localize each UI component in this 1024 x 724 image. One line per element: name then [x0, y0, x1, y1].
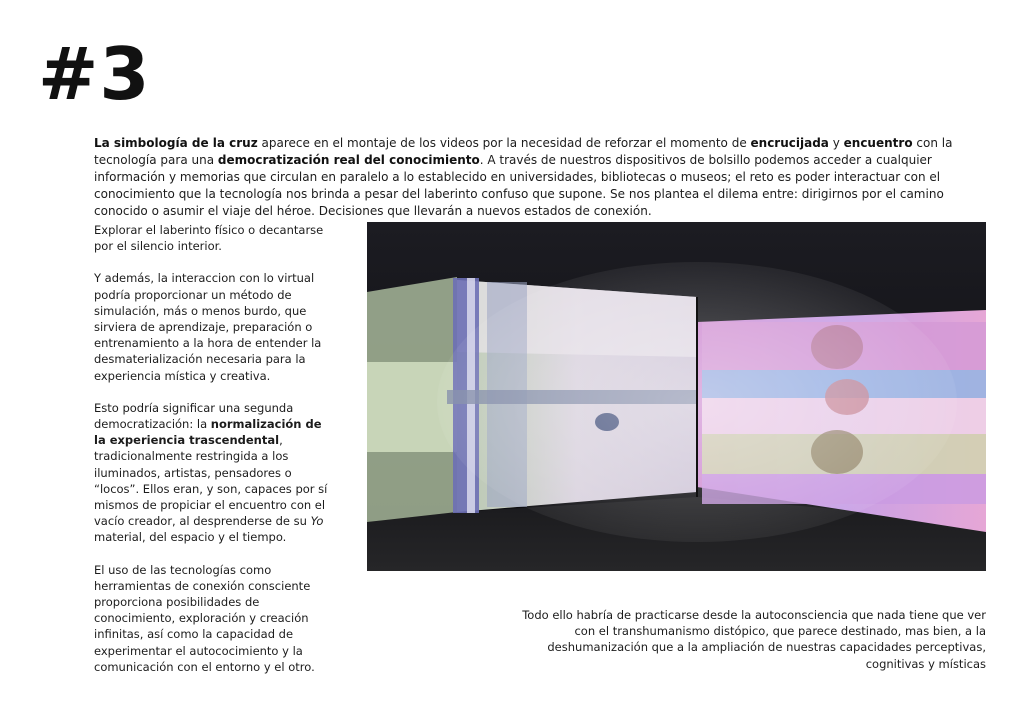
left-p3-italic: Yo — [310, 514, 324, 529]
installation-photo — [367, 222, 986, 571]
intro-text-2: y — [828, 136, 844, 150]
left-paragraph-2: Y además, la interaccion con lo virtual podría proporcionar un método de simulación, más o menos burdo, que sirviera de aprendizaje, preparación o entrenamiento a la hora de entender la desmaterialización necesaria para la experiencia mística y creativa. — [94, 271, 322, 383]
section-number: #3 — [38, 32, 151, 116]
left-paragraph-4: El uso de las tecnologías como herramientas de conexión consciente proporciona posibilidades de conocimiento, exploración y creación infinitas, así como la capacidad de experimentar el autococimiento y la comunicación con el entorno y el otro. — [94, 562, 315, 674]
left-p3-text-a: Esto podría significar una segunda democratización: la — [94, 400, 294, 432]
intro-text-3: con la tecnología para una — [94, 136, 953, 167]
caption: Todo ello habría de practicarse desde la autoconsciencia que nada tiene que ver con el transhumanismo distópico, que parece destinado, mas bien, a la deshumanización que a la ampliación de nuestras capacidades perceptivas, cognitivas y místicas — [522, 608, 986, 671]
intro-bold-1: La simbología de la cruz — [94, 136, 258, 150]
left-paragraph-3 — [94, 400, 334, 546]
intro-bold-3: encuentro — [843, 136, 913, 150]
left-paragraph-1: Explorar el laberinto físico o decantarse por el silencio interior. — [94, 223, 324, 254]
intro-text-4: . A través de nuestros dispositivos de bolsillo podemos acceder a cualquier información y memorias que circulan en paralelo a lo establecido en universidades, bibliotecas o museos; el reto es poder interactuar con el conocimiento que la tecnología nos brinda a pesar del laberinto confuso que supone. Se nos plantea el dilema entre: dirigirnos por el camino conocido o asumir el viaje del héroe. Decisiones que llevarán a nuevos estados de conexión. — [94, 153, 944, 218]
installation-illustration — [367, 222, 986, 571]
left-p3-text-b: , tradicionalmente restringida a los iluminados, artistas, pensadores o “locos”. Ellos eran, y son, capaces por sí mismos de propiciar el encuentro con el vacío creador, al desprenderse de su — [94, 433, 328, 529]
intro-bold-2: encrucijada — [750, 136, 829, 150]
intro-bold-4: democratización real del conocimiento — [217, 153, 480, 167]
intro-text-1: aparece en el montaje de los videos por la necesidad de reforzar el momento de — [257, 136, 751, 150]
left-p3-text-c: material, del espacio y el tiempo. — [94, 530, 287, 545]
left-p3-bold: normalización de la experiencia trascendental — [94, 417, 322, 448]
left-column — [94, 222, 334, 691]
intro-paragraph — [94, 135, 990, 220]
